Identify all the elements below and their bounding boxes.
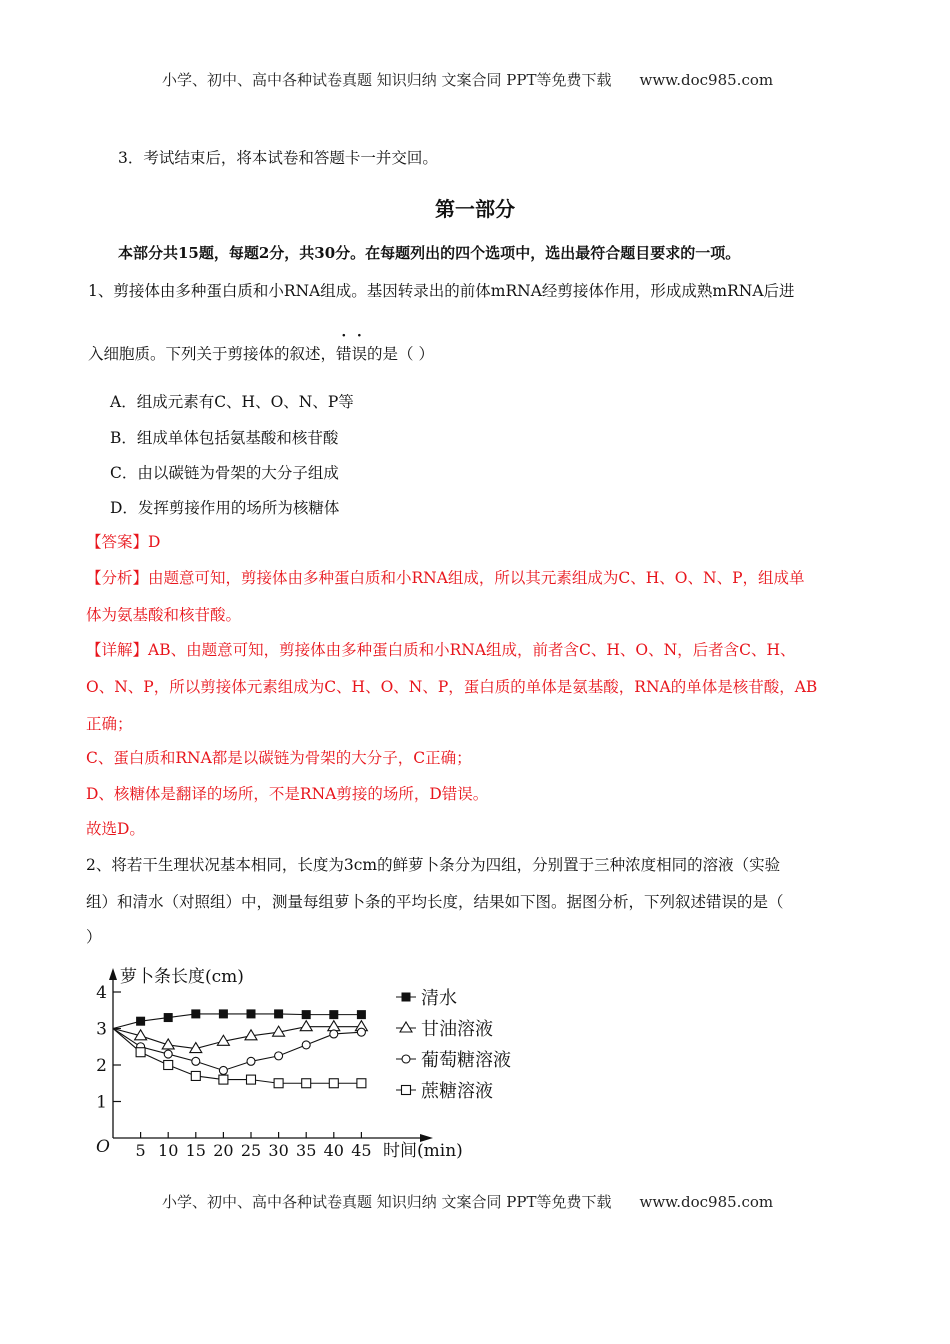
chart-series [113,1009,367,1087]
emphasis-char: 错 [336,345,352,363]
series-filled-square [113,1009,366,1028]
q1-option-d: D．发挥剪接作用的场所为核糖体 [110,499,340,517]
svg-text:40: 40 [323,1141,344,1160]
svg-text:O: O [96,1137,110,1157]
chart-legend [396,988,511,1102]
svg-text:35: 35 [296,1141,317,1160]
svg-text:25: 25 [240,1141,262,1160]
q1-stem-line2 [88,342,434,364]
section-title: 第一部分 [435,197,515,221]
q1-stem-text: 入细胞质。下列关于剪接体的叙述， [88,345,337,363]
q1-detail-line5: D、核糖体是翻译的场所，不是RNA剪接的场所，D错误。 [86,785,489,803]
footer-url[interactable]: www.doc985.com [639,1193,774,1211]
series-open-square [113,1029,366,1088]
q1-detail-line4: C、蛋白质和RNA都是以碳链为骨架的大分子，C正确； [86,749,472,767]
svg-text:30: 30 [268,1141,289,1160]
svg-text:5: 5 [135,1141,146,1160]
svg-text:45: 45 [351,1141,372,1160]
q1-stem-paren: 的是（ ） [367,345,434,363]
series-open-circle [113,1028,365,1074]
y-axis-arrow-icon [109,968,117,980]
svg-text:1: 1 [96,1092,107,1113]
svg-text:4: 4 [96,983,107,1003]
q1-analysis-line2: 体为氨基酸和核苷酸。 [86,606,242,624]
line-chart [90,960,520,1170]
svg-text:清水: 清水 [421,988,457,1009]
legend-item [396,1019,493,1040]
footer-tagline: 小学、初中、高中各种试卷真题 知识归纳 文案合同 PPT等免费下载 [162,1193,612,1211]
legend-item [396,1081,493,1102]
q1-stem-line1: 1、剪接体由多种蛋白质和小RNA组成。基因转录出的前体mRNA经剪接体作用，形成成熟mRNA后进 [88,282,795,300]
svg-text:萝卜条长度(cm): 萝卜条长度(cm) [120,967,244,987]
svg-text:蔗糖溶液: 蔗糖溶液 [421,1081,493,1102]
q1-detail-line3: 正确； [86,715,133,733]
q1-option-c: C．由以碳链为骨架的大分子组成 [110,464,339,482]
svg-text:甘油溶液: 甘油溶液 [421,1019,493,1040]
q1-detail-line6: 故选D。 [86,820,145,838]
q1-analysis-line1: 【分析】由题意可知，剪接体由多种蛋白质和小RNA组成，所以其元素组成为C、H、O、N、P，组成单 [86,569,805,587]
svg-text:15: 15 [185,1141,206,1160]
chart [90,960,520,1170]
section-intro: 本部分共15题，每题2分，共30分。在每题列出的四个选项中，选出最符合题目要求的一项。 [118,244,741,262]
page-footer [162,1191,773,1212]
page-header [162,69,773,90]
svg-text:3: 3 [96,1019,107,1040]
emphasis-char: 误 [351,345,368,363]
legend-item [396,988,457,1009]
series-open-triangle [113,1021,367,1053]
q1-answer: 【答案】D [86,533,161,551]
header-url[interactable]: www.doc985.com [639,71,774,89]
svg-text:葡萄糖溶液: 葡萄糖溶液 [421,1050,511,1071]
q2-stem-line2: 组）和清水（对照组）中，测量每组萝卜条的平均长度，结果如下图。据图分析，下列叙述错误的是（ [86,893,784,911]
svg-text:20: 20 [213,1141,234,1160]
svg-text:10: 10 [158,1141,179,1160]
q2-stem-line3: ） [86,928,102,946]
svg-text:2: 2 [96,1056,107,1076]
header-tagline: 小学、初中、高中各种试卷真题 知识归纳 文案合同 PPT等免费下载 [162,71,612,89]
q1-option-a: A．组成元素有C、H、O、N、P等 [110,393,354,411]
q1-detail-line2: O、N、P，所以剪接体元素组成为C、H、O、N、P，蛋白质的单体是氨基酸，RNA的单体是核苷酸，AB [86,678,818,696]
legend-item [396,1050,511,1071]
q1-detail-line1: 【详解】AB、由题意可知，剪接体由多种蛋白质和小RNA组成，前者含C、H、O、N，后者含C、H、 [86,641,796,659]
svg-text:时间(min): 时间(min) [383,1141,463,1161]
q1-option-b: B．组成单体包括氨基酸和核苷酸 [110,429,339,447]
q2-stem-line1: 2、将若干生理状况基本相同，长度为3cm的鲜萝卜条分为四组，分别置于三种浓度相同的溶液（实验 [86,856,781,874]
instruction-item-3: 3．考试结束后，将本试卷和答题卡一并交回。 [118,149,438,167]
